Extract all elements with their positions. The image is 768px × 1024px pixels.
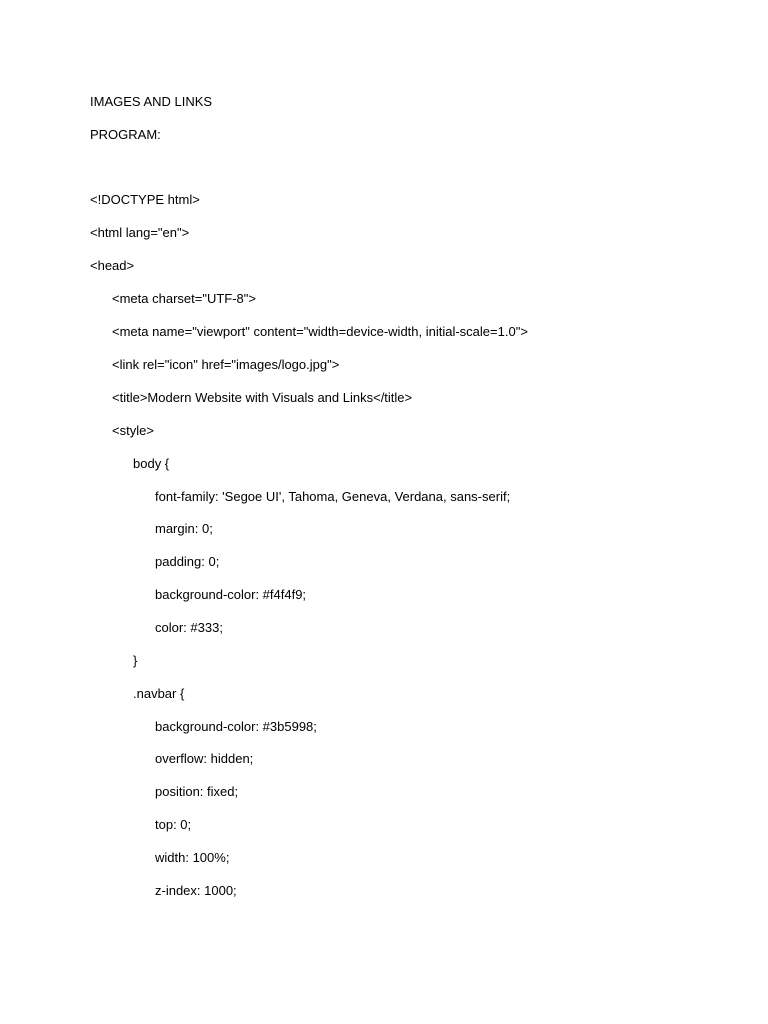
code-line: body {	[133, 456, 170, 471]
code-line: <html lang="en">	[90, 225, 190, 240]
code-line: position: fixed;	[155, 784, 239, 799]
code-line: margin: 0;	[155, 521, 213, 536]
code-line: <!DOCTYPE html>	[90, 192, 200, 207]
code-line: padding: 0;	[155, 554, 220, 569]
code-line: <meta charset="UTF-8">	[112, 291, 256, 306]
code-line: font-family: 'Segoe UI', Tahoma, Geneva, Verdana, sans-serif;	[155, 489, 511, 504]
code-line: }	[133, 653, 138, 668]
code-line: <link rel="icon" href="images/logo.jpg">	[112, 357, 340, 372]
code-line: <meta name="viewport" content="width=device-width, initial-scale=1.0">	[112, 324, 528, 339]
section-label: PROGRAM:	[90, 127, 161, 142]
code-line: <head>	[90, 258, 135, 273]
code-line: width: 100%;	[155, 850, 230, 865]
code-line: z-index: 1000;	[155, 883, 237, 898]
code-line: <title>Modern Website with Visuals and Links</title>	[112, 390, 413, 405]
code-line: overflow: hidden;	[155, 751, 254, 766]
code-line: color: #333;	[155, 620, 223, 635]
code-line: <style>	[112, 423, 154, 438]
document-heading: IMAGES AND LINKS	[90, 94, 213, 109]
code-line: background-color: #3b5998;	[155, 719, 317, 734]
code-line: background-color: #f4f4f9;	[155, 587, 307, 602]
code-line: top: 0;	[155, 817, 192, 832]
code-line: .navbar {	[133, 686, 185, 701]
